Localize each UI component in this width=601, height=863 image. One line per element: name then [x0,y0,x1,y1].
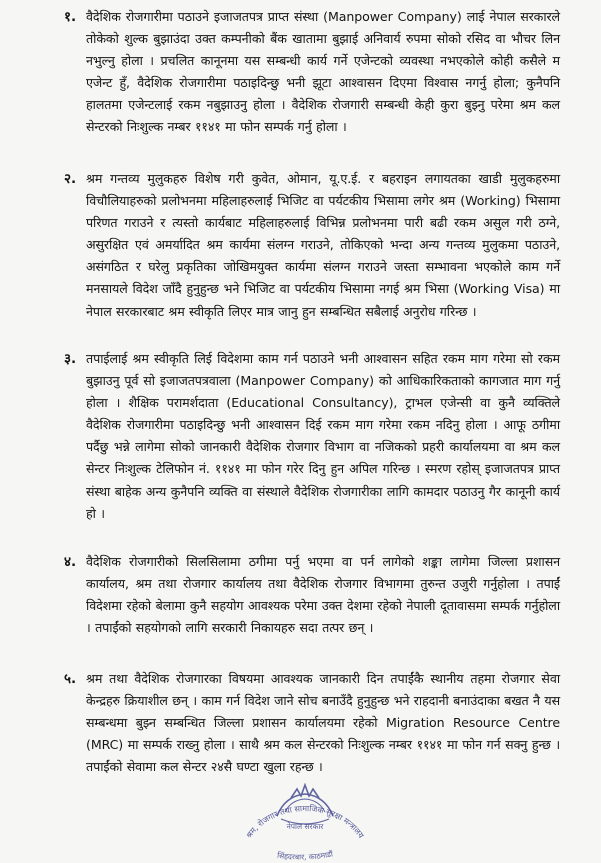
item-number: १. [64,9,77,25]
item-text: तपाईलाई श्रम स्वीकृति लिई विदेशमा काम गर्न पठाउने भनी आश्वासन सहित रकम माग गरेमा सो रकम बुझाउनु पूर्व सो इजाजतपत्रवाला (Manpower Company) को आधिकारिकताको कागजात माग गर्नु होला । शैक्षिक परामर्शदाता (Educational Consultancy), ट्राभल एजेन्सी वा कुनै व्यक्तिले वैदेशिक रोजगारीमा पठाइदिन्छु भनी आश्वासन दिई रकम माग गरेमा रकम नदिनु होला । आफू ठगीमा पर्दैछु भन्ने लागेमा सोको जानकारी वैदेशिक रोजगार विभाग वा नजिकको प्रहरी कार्यालयमा वा श्रम कल सेन्टर निःशुल्क टेलिफोन नं. ११४१ मा फोन गरेर दिनु हुन अपिल गरिन्छ । स्मरण रहोस् इजाजतपत्र प्राप्त संस्था बाहेक अन्य कुनैपनि व्यक्ति वा संस्थाले वैदेशिक रोजगारीका लागि कामदार पठाउनु गैर कानूनी कार्य हो । [86,351,560,521]
seal-inner-text: नेपाल सरकार [286,822,324,831]
item-number: ४. [64,554,77,570]
seal-bottom-text: सिंहदरबार, काठमाडौं [276,849,334,862]
item-text: वैदेशिक रोजगारीमा पठाउने इजाजतपत्र प्राप्त संस्था (Manpower Company) लाई नेपाल सरकारले तोकेको शुल्क बुझाउंदा उक्त कम्पनीको बैंक खातामा बुझाई अनिवार्य रुपमा सोको रसिद वा भौचर लिन नभुल्नु होला । प्रचलित कानूनमा यस सम्बन्धी कार्य गर्ने एजेन्टको व्यवस्था नभएकोले कोही कसैले म एजेन्ट हुँ, वैदेशिक रोजगारीमा पठाइदिन्छु भनी झूटा आश्वासन दिएमा विश्वास नगर्नु होला; कुनैपनि हालतमा एजेन्टलाई रकम नबुझाउनु होला । वैदेशिक रोजगारी सम्बन्धी केही कुरा बुझ्नु परेमा श्रम कल सेन्टरको निःशुल्क नम्बर ११४१ मा फोन सम्पर्क गर्नु होला । [86,9,560,135]
item-text: श्रम तथा वैदेशिक रोजगारका विषयमा आवश्यक जानकारी दिन तपाईंकै स्थानीय तहमा रोजगार सेवा केन्द्रहरु क्रियाशील छन् । काम गर्न विदेश जाने सोच बनाउँदै हुनुहुन्छ भने राहदानी बनाउंदाका बखत नै यस सम्बन्धमा बुझ्न सम्बन्धित जिल्ला प्रशासन कार्यालयमा रहेको Migration Resource Centre (MRC) मा सम्पर्क राख्नु होला । साथै श्रम कल सेन्टरको निःशुल्क नम्बर ११४१ मा फोन गर्न सक्नु हुन्छ । तपाईंको सेवामा कल सेन्टर २४सै घण्टा खुला रहन्छ । [86,671,560,775]
seal-ring-text: श्रम, रोजगार तथा सामाजिक सुरक्षा मन्त्रालय [244,804,366,840]
ministry-seal-stamp [215,772,395,863]
item-number: ३. [64,351,77,367]
item-number: ५. [64,671,77,687]
item-number: २. [64,171,77,187]
item-text: श्रम गन्तव्य मुलुकहरु विशेष गरी कुवेत, ओमान, यू.ए.ई. र बहराइन लगायतका खाडी मुलुकहरुमा विचौलियाहरुको प्रलोभनमा महिलाहरुलाई भिजिट वा पर्यटकीय भिसामा लगेर श्रम (Working) भिसामा परिणत गराउने र त्यस्तो कार्यबाट महिलाहरुलाई विभिन्न प्रलोभनमा पारी बढी रकम असुल गरी ठग्ने, असुरक्षित एवं अमर्यादित श्रम कार्यमा संलग्न गराउने, तोकिएको भन्दा अन्य गन्तव्य मुलुकमा पठाउने, असंगठित र घरेलु प्रकृतिका जोखिमयुक्त कार्यमा संलग्न गराउने जस्ता सम्भावना भएकोले काम गर्ने मनसायले विदेश जाँदै हुनुहुन्छ भने भिजिट वा पर्यटकीय भिसामा नगई श्रम भिसा (Working Visa) मा नेपाल सरकारबाट श्रम स्वीकृति लिएर मात्र जानु हुन सम्बन्धित सबैलाई अनुरोध गरिन्छ । [86,171,560,319]
item-text: वैदेशिक रोजगारीको सिलसिलामा ठगीमा पर्नु भएमा वा पर्न लागेको शङ्का लागेमा जिल्ला प्रशासन कार्यालय, श्रम तथा रोजगार कार्यालय तथा वैदेशिक रोजगार विभागमा तुरुन्त उजुरी गर्नुहोला । तपाईं विदेशमा रहेको बेलामा कुनै सहयोग आवश्यक परेमा उक्त देशमा रहेको नेपाली दूतावासमा सम्पर्क गर्नुहोला । तपाईंको सहयोगको लागि सरकारी निकायहरु सदा तत्पर छन् । [86,554,560,636]
